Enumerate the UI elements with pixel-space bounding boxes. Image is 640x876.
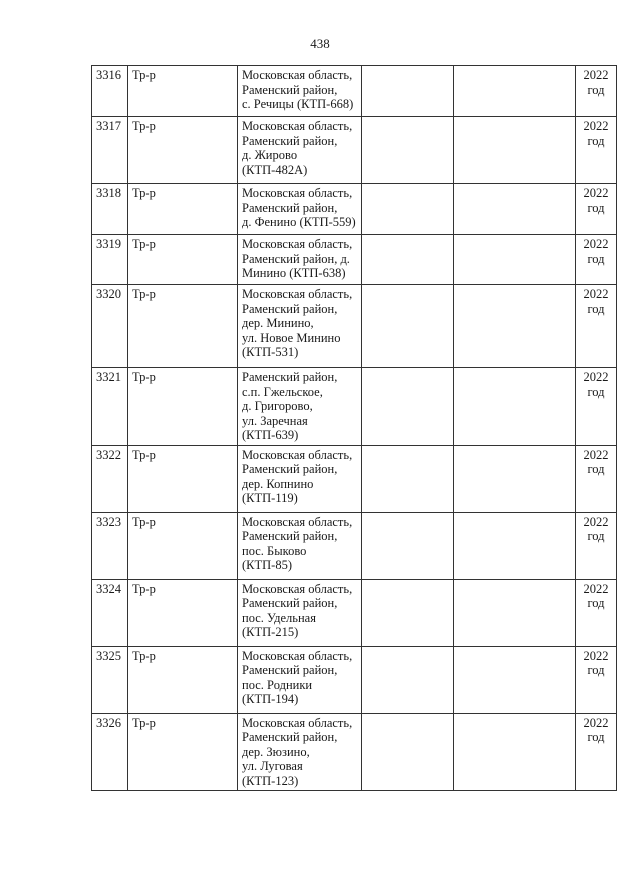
year-line: год <box>587 82 605 97</box>
table-row <box>92 445 617 512</box>
address-line: Раменский район, <box>242 133 338 148</box>
year-cell <box>576 646 617 713</box>
year-line: год <box>587 133 605 148</box>
empty-cell-5 <box>454 713 576 791</box>
row-number-cell: 3324 <box>92 579 128 646</box>
year-line: год <box>587 596 605 610</box>
empty-cell-5 <box>454 445 576 512</box>
table-row <box>92 117 617 184</box>
year-cell <box>576 285 617 368</box>
address-line: Раменский район, <box>242 730 338 744</box>
object-type-cell: Тр-р <box>128 235 238 285</box>
empty-cell-4 <box>362 184 454 235</box>
row-number-cell: 3319 <box>92 235 128 285</box>
address-line: дер. Минино, <box>242 316 314 330</box>
address-line: дер. Копнино <box>242 476 314 491</box>
object-type-cell: Тр-р <box>128 184 238 235</box>
empty-cell-4 <box>362 512 454 579</box>
address-cell <box>238 235 362 285</box>
address-line: Московская область, <box>242 715 353 730</box>
row-number-cell: 3317 <box>92 117 128 184</box>
table-row <box>92 235 617 285</box>
address-line: с.п. Гжельское, <box>242 384 323 399</box>
year-line: год <box>587 384 605 399</box>
address-line: Раменский район, д. <box>242 251 350 266</box>
address-cell <box>238 713 362 791</box>
address-cell <box>238 512 362 579</box>
year-cell <box>576 184 617 235</box>
year-line: 2022 <box>583 119 609 133</box>
year-cell <box>576 235 617 285</box>
row-number-cell: 3316 <box>92 66 128 117</box>
address-line: дер. Зюзино, <box>242 744 310 759</box>
empty-cell-4 <box>362 368 454 446</box>
address-cell <box>238 285 362 368</box>
page-number: 438 <box>310 36 330 51</box>
object-type-cell: Тр-р <box>128 713 238 791</box>
year-cell <box>576 368 617 446</box>
address-line: с. Речицы (КТП-668) <box>242 97 354 111</box>
empty-cell-5 <box>454 512 576 579</box>
year-line: год <box>587 663 605 677</box>
address-cell <box>238 184 362 235</box>
empty-cell-4 <box>362 713 454 791</box>
year-line: 2022 <box>583 287 609 301</box>
address-line: Раменский район, <box>242 370 338 384</box>
register-table <box>91 65 617 791</box>
empty-cell-5 <box>454 285 576 368</box>
year-line: 2022 <box>583 186 609 200</box>
empty-cell-5 <box>454 368 576 446</box>
address-line: Раменский район, <box>242 529 338 543</box>
empty-cell-4 <box>362 66 454 117</box>
year-line: 2022 <box>583 68 609 82</box>
row-number-cell: 3325 <box>92 646 128 713</box>
address-line: (КТП-85) <box>242 558 292 572</box>
empty-cell-5 <box>454 235 576 285</box>
address-line: (КТП-119) <box>242 491 298 505</box>
address-cell <box>238 579 362 646</box>
row-number-cell: 3321 <box>92 368 128 446</box>
empty-cell-5 <box>454 579 576 646</box>
address-cell <box>238 646 362 713</box>
address-line: ул. Луговая <box>242 759 303 773</box>
address-line: д. Фенино (КТП-559) <box>242 215 356 229</box>
object-type-cell: Тр-р <box>128 579 238 646</box>
year-line: год <box>587 529 605 543</box>
address-cell <box>238 368 362 446</box>
year-line: 2022 <box>583 370 609 384</box>
empty-cell-5 <box>454 646 576 713</box>
table-row <box>92 646 617 713</box>
address-line: (КТП-123) <box>242 773 299 788</box>
year-cell <box>576 713 617 791</box>
year-cell <box>576 445 617 512</box>
row-number-cell: 3320 <box>92 285 128 368</box>
address-line: ул. Новое Минино <box>242 330 341 345</box>
year-cell <box>576 579 617 646</box>
table-row <box>92 512 617 579</box>
year-line: 2022 <box>583 648 609 663</box>
row-number-cell: 3323 <box>92 512 128 579</box>
empty-cell-4 <box>362 235 454 285</box>
address-line: д. Жирово <box>242 148 298 162</box>
address-cell <box>238 66 362 117</box>
address-line: Московская область, <box>242 237 353 251</box>
address-line: Московская область, <box>242 186 353 200</box>
row-number-cell: 3318 <box>92 184 128 235</box>
address-line: Московская область, <box>242 581 353 596</box>
row-number-cell: 3322 <box>92 445 128 512</box>
object-type-cell: Тр-р <box>128 512 238 579</box>
row-number-cell: 3326 <box>92 713 128 791</box>
object-type-cell: Тр-р <box>128 66 238 117</box>
address-line: пос. Родники <box>242 677 313 692</box>
table-row <box>92 184 617 235</box>
address-line: Раменский район, <box>242 663 338 677</box>
address-line: ул. Заречная <box>242 413 308 428</box>
table-row <box>92 368 617 446</box>
table-row <box>92 285 617 368</box>
empty-cell-4 <box>362 646 454 713</box>
year-line: год <box>587 301 605 316</box>
year-line: 2022 <box>583 581 609 596</box>
year-line: 2022 <box>583 514 609 529</box>
address-line: Раменский район, <box>242 596 338 610</box>
address-line: д. Григорово, <box>242 399 313 413</box>
object-type-cell: Тр-р <box>128 117 238 184</box>
address-line: Московская область, <box>242 119 353 133</box>
year-cell <box>576 66 617 117</box>
year-line: 2022 <box>583 447 609 462</box>
year-line: 2022 <box>583 237 609 251</box>
year-cell <box>576 512 617 579</box>
object-type-cell: Тр-р <box>128 445 238 512</box>
year-line: год <box>587 462 605 476</box>
year-line: год <box>587 730 605 744</box>
empty-cell-4 <box>362 579 454 646</box>
address-cell <box>238 117 362 184</box>
address-line: Минино (КТП-638) <box>242 266 346 280</box>
address-line: Раменский район, <box>242 200 338 215</box>
address-line: пос. Быково <box>242 543 307 558</box>
address-line: Раменский район, <box>242 301 338 316</box>
address-line: Раменский район, <box>242 82 338 97</box>
address-line: Московская область, <box>242 447 353 462</box>
address-line: (КТП-482А) <box>242 162 308 177</box>
empty-cell-4 <box>362 285 454 368</box>
year-line: год <box>587 251 605 266</box>
address-line: (КТП-215) <box>242 625 299 639</box>
year-line: год <box>587 200 605 215</box>
empty-cell-4 <box>362 117 454 184</box>
empty-cell-5 <box>454 66 576 117</box>
address-line: (КТП-194) <box>242 692 299 706</box>
address-line: Раменский район, <box>242 462 338 476</box>
table-row <box>92 66 617 117</box>
register-body <box>92 66 617 791</box>
address-line: пос. Удельная <box>242 610 316 625</box>
empty-cell-4 <box>362 445 454 512</box>
address-line: (КТП-639) <box>242 428 299 442</box>
address-line: (КТП-531) <box>242 345 299 359</box>
address-line: Московская область, <box>242 287 353 301</box>
year-cell <box>576 117 617 184</box>
empty-cell-5 <box>454 184 576 235</box>
object-type-cell: Тр-р <box>128 368 238 446</box>
address-line: Московская область, <box>242 648 353 663</box>
object-type-cell: Тр-р <box>128 285 238 368</box>
address-line: Московская область, <box>242 514 353 529</box>
year-line: 2022 <box>583 715 609 730</box>
table-row <box>92 579 617 646</box>
address-line: Московская область, <box>242 68 353 82</box>
empty-cell-5 <box>454 117 576 184</box>
table-row <box>92 713 617 791</box>
address-cell <box>238 445 362 512</box>
object-type-cell: Тр-р <box>128 646 238 713</box>
